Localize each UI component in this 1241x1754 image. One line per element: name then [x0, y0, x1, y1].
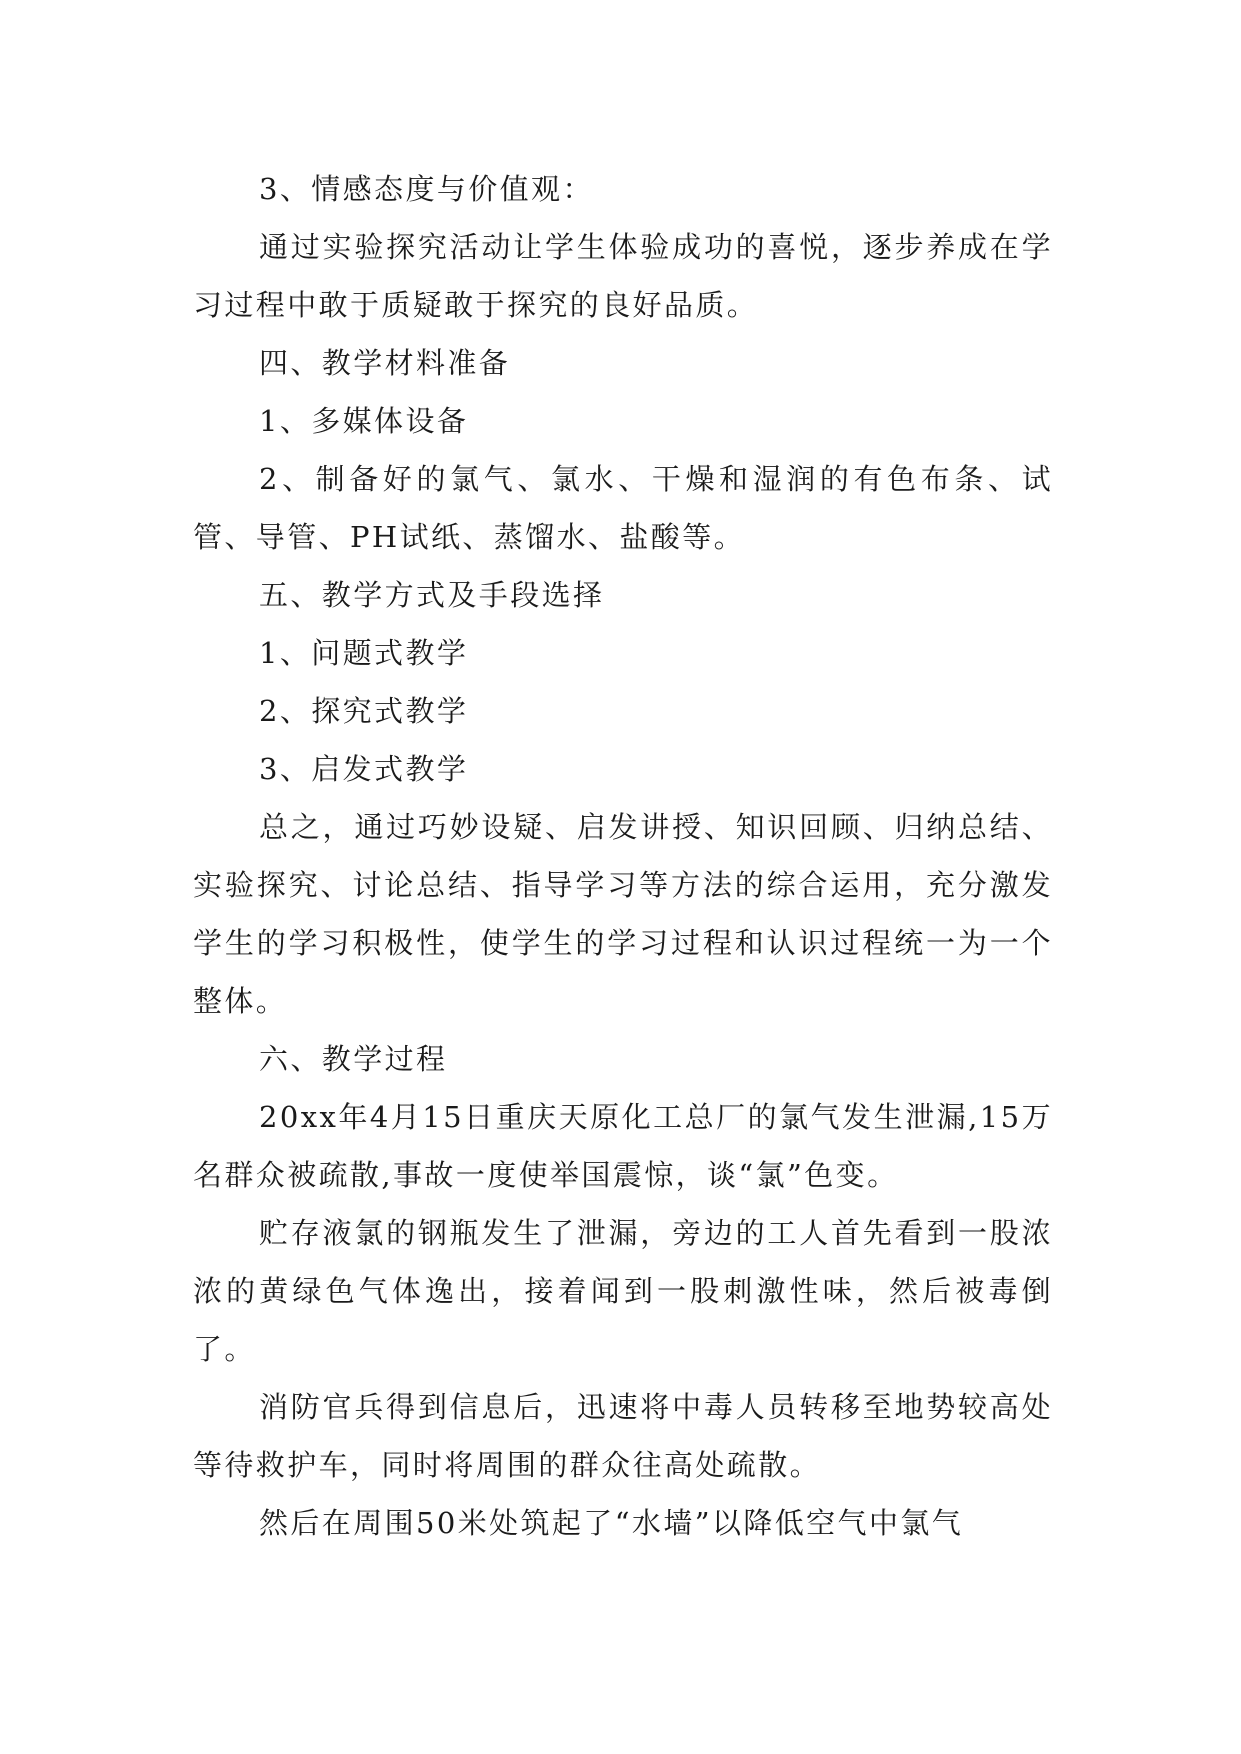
list-item-inquiry-teaching: 2、探究式教学 — [259, 694, 469, 728]
section-heading-methods: 五、教学方式及手段选择 — [259, 578, 605, 612]
paragraph-firefighters: 消防官兵得到信息后，迅速将中毒人员转移至地势较高处等待救护车，同时将周围的群众往高处疏散。 — [193, 1390, 1053, 1482]
paragraph-emotion-values: 通过实验探究活动让学生体验成功的喜悦，逐步养成在学习过程中敢于质疑敢于探究的良好品质。 — [193, 230, 1053, 322]
paragraph-summary: 总之，通过巧妙设疑、启发讲授、知识回顾、归纳总结、实验探究、讨论总结、指导学习等方法的综合运用，充分激发学生的学习积极性，使学生的学习过程和认识过程统一为一个整体。 — [193, 810, 1053, 1018]
list-item-question-teaching: 1、问题式教学 — [259, 636, 469, 670]
list-item-heuristic-teaching: 3、启发式教学 — [259, 752, 469, 786]
section-heading-materials: 四、教学材料准备 — [259, 346, 511, 380]
paragraph-water-wall: 然后在周围50米处筑起了“水墙”以降低空气中氯气 — [259, 1506, 964, 1540]
section-heading-emotion-values: 3、情感态度与价值观： — [259, 172, 594, 206]
paragraph-incident: 20xx年4月15日重庆天原化工总厂的氯气发生泄漏,15万名群众被疏散,事故一度使举国震惊，谈“氯”色变。 — [193, 1100, 1053, 1192]
paragraph-leak: 贮存液氯的钢瓶发生了泄漏，旁边的工人首先看到一股浓浓的黄绿色气体逸出，接着闻到一股刺激性味，然后被毒倒了。 — [193, 1216, 1053, 1366]
document-body — [193, 160, 1053, 1552]
section-heading-process: 六、教学过程 — [259, 1042, 448, 1076]
list-item-reagents: 2、制备好的氯气、氯水、干燥和湿润的有色布条、试管、导管、PH试纸、蒸馏水、盐酸等。 — [193, 462, 1053, 554]
list-item-multimedia: 1、多媒体设备 — [259, 404, 469, 438]
